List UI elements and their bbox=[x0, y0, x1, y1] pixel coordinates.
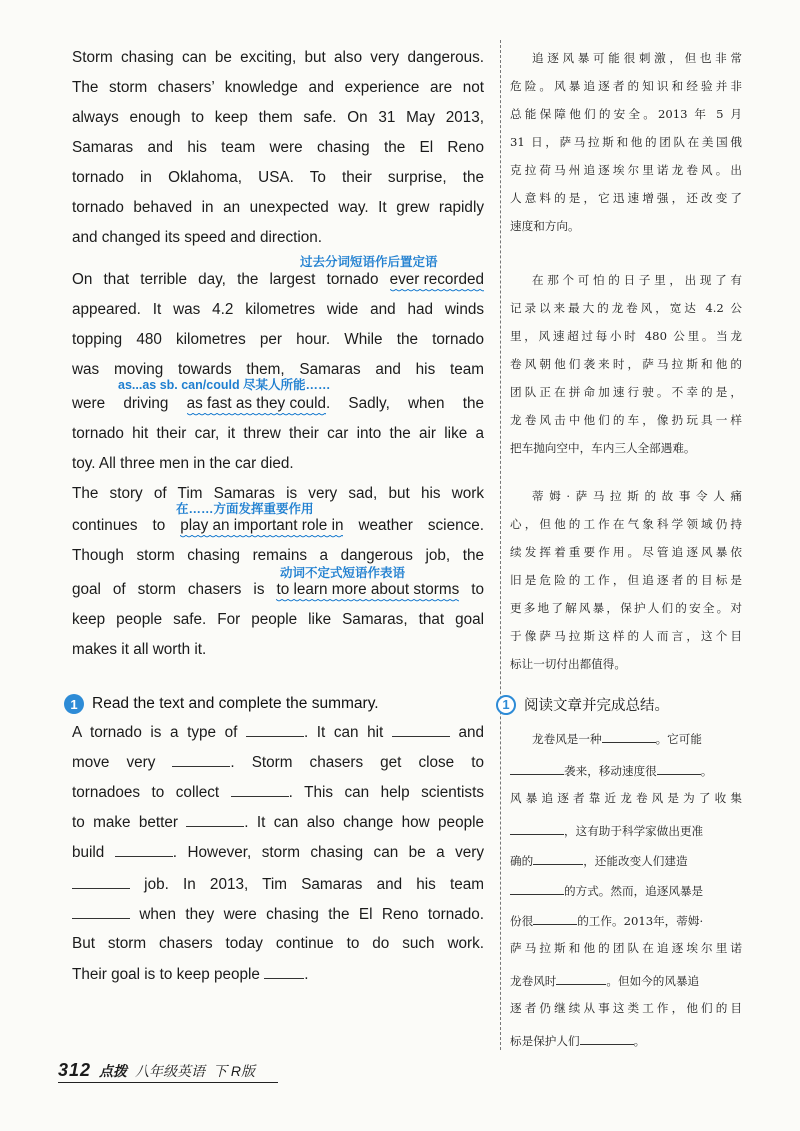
text-span: continues to bbox=[72, 517, 181, 534]
text-span: Their goal is to keep people bbox=[72, 966, 265, 983]
text-span: 的工作。2013年，蒂姆· bbox=[577, 914, 704, 928]
text-span: 份很 bbox=[510, 914, 534, 928]
cn-summary-line bbox=[510, 820, 742, 839]
answer-blank[interactable] bbox=[115, 842, 173, 857]
summary-line bbox=[72, 904, 484, 925]
cn-summary-line bbox=[510, 970, 742, 989]
text-span: job. In 2013, Tim Samaras and his team bbox=[130, 876, 484, 893]
text-span: 袭来，移动速度很 bbox=[564, 764, 657, 778]
passage-line: appeared. It was 4.2 kilometres wide and had winds bbox=[72, 301, 484, 318]
underlined-phrase: as fast as they could bbox=[186, 395, 327, 412]
edition-label: 下 R版 bbox=[213, 1063, 256, 1079]
text-span: . Storm chasers get close to bbox=[230, 754, 484, 771]
text-span: move very bbox=[72, 754, 173, 771]
grade-label: 八年级英语 bbox=[135, 1063, 206, 1079]
passage-line bbox=[72, 580, 484, 600]
translation-line: 追逐风暴可能很刺激，但也非常 bbox=[532, 51, 742, 65]
text-span: 。但如今的风暴追 bbox=[606, 974, 700, 988]
summary-line bbox=[72, 842, 484, 863]
answer-blank[interactable] bbox=[510, 880, 564, 895]
text-span: and bbox=[449, 724, 484, 741]
summary-line bbox=[72, 752, 484, 773]
passage-line bbox=[72, 270, 484, 290]
cn-summary-line bbox=[510, 760, 742, 779]
underlined-phrase: ever recorded bbox=[389, 271, 484, 288]
summary-line: But storm chasers today continue to do such work. bbox=[72, 935, 484, 952]
text-span: . This can help scientists bbox=[288, 784, 484, 801]
passage-line: and changed its speed and direction. bbox=[72, 229, 323, 246]
translation-line: 卷风朝他们袭来时，萨马拉斯和他的 bbox=[510, 357, 742, 371]
passage-line bbox=[72, 516, 484, 536]
text-span: build bbox=[72, 844, 115, 861]
answer-blank[interactable] bbox=[533, 850, 583, 865]
cn-summary-line bbox=[510, 850, 742, 869]
passage-line: Storm chasing can be exciting, but also very dangerous. bbox=[72, 49, 484, 66]
answer-blank[interactable] bbox=[231, 782, 289, 797]
text-span: 。它可能 bbox=[655, 732, 702, 746]
answer-blank[interactable] bbox=[510, 820, 564, 835]
passage-line: tornado behaved in an unexpected way. It grew rapidly bbox=[72, 199, 484, 216]
translation-line: 人意料的是，它迅速增强，还改变了 bbox=[510, 191, 742, 205]
text-span: weather science. bbox=[343, 517, 484, 534]
exercise-number-badge: 1 bbox=[64, 694, 84, 714]
text-span: 标是保护人们 bbox=[510, 1034, 580, 1048]
column-divider bbox=[500, 40, 501, 1050]
annotation-infinitive: 动词不定式短语作表语 bbox=[280, 566, 406, 580]
underlined-phrase: to learn more about storms bbox=[276, 581, 460, 598]
passage-line: toy. All three men in the car died. bbox=[72, 455, 294, 472]
cn-summary-line bbox=[510, 880, 742, 899]
exercise-title: Read the text and complete the summary. bbox=[92, 695, 379, 712]
summary-line bbox=[72, 722, 484, 743]
text-span: when they were chasing the El Reno tornado. bbox=[130, 906, 484, 923]
text-span: tornadoes to collect bbox=[72, 784, 231, 801]
text-span: . However, storm chasing can be a very bbox=[172, 844, 484, 861]
passage-line bbox=[72, 394, 484, 414]
answer-blank[interactable] bbox=[72, 904, 130, 919]
answer-blank[interactable] bbox=[392, 722, 450, 737]
text-span: were driving bbox=[72, 395, 187, 412]
text-span: . bbox=[304, 966, 309, 983]
text-span: . Sadly, when the bbox=[326, 395, 484, 412]
translation-line: 更多地了解风暴，保护人们的安全。对 bbox=[510, 601, 742, 615]
translation-line: 总能保障他们的安全。2013 年 5 月 bbox=[510, 107, 742, 121]
summary-line bbox=[72, 874, 484, 895]
translation-line: 续发挥着重要作用。尽管追逐风暴依 bbox=[510, 545, 742, 559]
translation-line: 克拉荷马州追逐埃尔里诺龙卷风。出 bbox=[510, 163, 742, 177]
text-span: 的方式。然而，追逐风暴是 bbox=[564, 884, 704, 898]
translation-line: 龙卷风击中他们的车，像扔玩具一样 bbox=[510, 413, 742, 427]
summary-line bbox=[72, 964, 484, 985]
brand-name: 点拨 bbox=[99, 1063, 128, 1079]
text-span: On that terrible day, the largest tornado bbox=[72, 271, 390, 288]
passage-line: tornado hit their car, it threw their car into the air like a bbox=[72, 425, 484, 442]
answer-blank[interactable] bbox=[533, 910, 577, 925]
translation-line: 里，风速超过每小时 480 公里。当龙 bbox=[510, 329, 742, 343]
text-span: A tornado is a type of bbox=[72, 724, 246, 741]
translation-line: 把车抛向空中，车内三人全部遇难。 bbox=[510, 441, 696, 455]
translation-line: 危险。风暴追逐者的知识和经验并非 bbox=[510, 79, 742, 93]
answer-blank[interactable] bbox=[246, 722, 304, 737]
passage-line: Though storm chasing remains a dangerous job, the bbox=[72, 547, 484, 564]
cn-summary-line bbox=[510, 1030, 742, 1049]
summary-line bbox=[72, 782, 484, 803]
answer-blank[interactable] bbox=[657, 760, 701, 775]
translation-line: 速度和方向。 bbox=[510, 219, 580, 233]
page-footer bbox=[58, 1060, 255, 1081]
text-span: 龙卷风是一种 bbox=[532, 732, 602, 746]
cn-exercise-title: 阅读文章并完成总结。 bbox=[524, 698, 669, 714]
passage-line: The story of Tim Samaras is very sad, but his work bbox=[72, 485, 484, 502]
answer-blank[interactable] bbox=[172, 752, 230, 767]
text-span: ，还能改变人们建造 bbox=[583, 854, 688, 868]
passage-line: was moving towards them, Samaras and his team bbox=[72, 361, 484, 378]
text-span: 。 bbox=[633, 1034, 646, 1048]
cn-summary-line: 逐者仍继续从事这类工作，他们的目 bbox=[510, 1001, 742, 1015]
passage-line: tornado in Oklahoma, USA. To their surprise, the bbox=[72, 169, 484, 186]
passage-line: The storm chasers’ knowledge and experience are not bbox=[72, 79, 484, 96]
translation-line: 团队正在拼命加速行驶。不幸的是， bbox=[510, 385, 742, 399]
text-span: goal of storm chasers is bbox=[72, 581, 277, 598]
answer-blank[interactable] bbox=[602, 728, 656, 743]
cn-exercise-number-badge: 1 bbox=[496, 695, 516, 715]
text-span: . It can also change how people bbox=[244, 814, 484, 831]
summary-line bbox=[72, 812, 484, 833]
translation-line: 在那个可怕的日子里，出现了有 bbox=[532, 273, 742, 287]
answer-blank[interactable] bbox=[556, 970, 606, 985]
exercise-heading bbox=[64, 694, 379, 714]
underlined-phrase: play an important role in bbox=[180, 517, 344, 534]
text-span: . It can hit bbox=[303, 724, 392, 741]
translation-line: 蒂姆·萨马拉斯的故事令人痛 bbox=[532, 489, 742, 503]
passage-line: Samaras and his team were chasing the El Reno bbox=[72, 139, 484, 156]
passage-line: keep people safe. For people like Samaras, that goal bbox=[72, 611, 484, 628]
annotation-play-role: 在……方面发挥重要作用 bbox=[176, 502, 314, 516]
translation-line: 记录以来最大的龙卷风，宽达 4.2 公 bbox=[510, 301, 742, 315]
text-span: 。 bbox=[700, 764, 713, 778]
page-number: 312 bbox=[58, 1060, 92, 1080]
text-span: 确的 bbox=[510, 854, 534, 868]
annotation-past-participle: 过去分词短语作后置定语 bbox=[300, 255, 438, 269]
text-span: to bbox=[459, 581, 484, 598]
answer-blank[interactable] bbox=[510, 760, 564, 775]
translation-line: 旧是危险的工作，但追逐者的目标是 bbox=[510, 573, 742, 587]
text-span: 龙卷风时 bbox=[510, 974, 557, 988]
answer-blank[interactable] bbox=[72, 874, 130, 889]
answer-blank[interactable] bbox=[186, 812, 244, 827]
answer-blank[interactable] bbox=[580, 1030, 634, 1045]
cn-summary-line: 风暴追逐者靠近龙卷风是为了收集 bbox=[510, 791, 742, 805]
text-span: ，这有助于科学家做出更准 bbox=[564, 824, 704, 838]
footer-rule bbox=[58, 1082, 278, 1083]
cn-exercise-heading bbox=[496, 694, 669, 715]
answer-blank[interactable] bbox=[264, 964, 304, 979]
cn-summary-line bbox=[510, 728, 742, 747]
cn-summary-line bbox=[510, 910, 742, 929]
passage-line: topping 480 kilometres per hour. While the tornado bbox=[72, 331, 484, 348]
translation-line: 心，但他的工作在气象科学领域仍持 bbox=[510, 517, 742, 531]
passage-line: always enough to keep them safe. On 31 May 2013, bbox=[72, 109, 484, 126]
translation-line: 31 日，萨马拉斯和他的团队在美国俄 bbox=[510, 135, 742, 149]
passage-line: makes it all worth it. bbox=[72, 641, 207, 658]
translation-line: 于像萨马拉斯这样的人而言，这个目 bbox=[510, 629, 742, 643]
annotation-as-fast: as...as sb. can/could 尽某人所能…… bbox=[118, 378, 331, 392]
text-span: to make better bbox=[72, 814, 187, 831]
cn-summary-line: 萨马拉斯和他的团队在追逐埃尔里诺 bbox=[510, 941, 742, 955]
translation-line: 标让一切付出都值得。 bbox=[510, 657, 626, 671]
